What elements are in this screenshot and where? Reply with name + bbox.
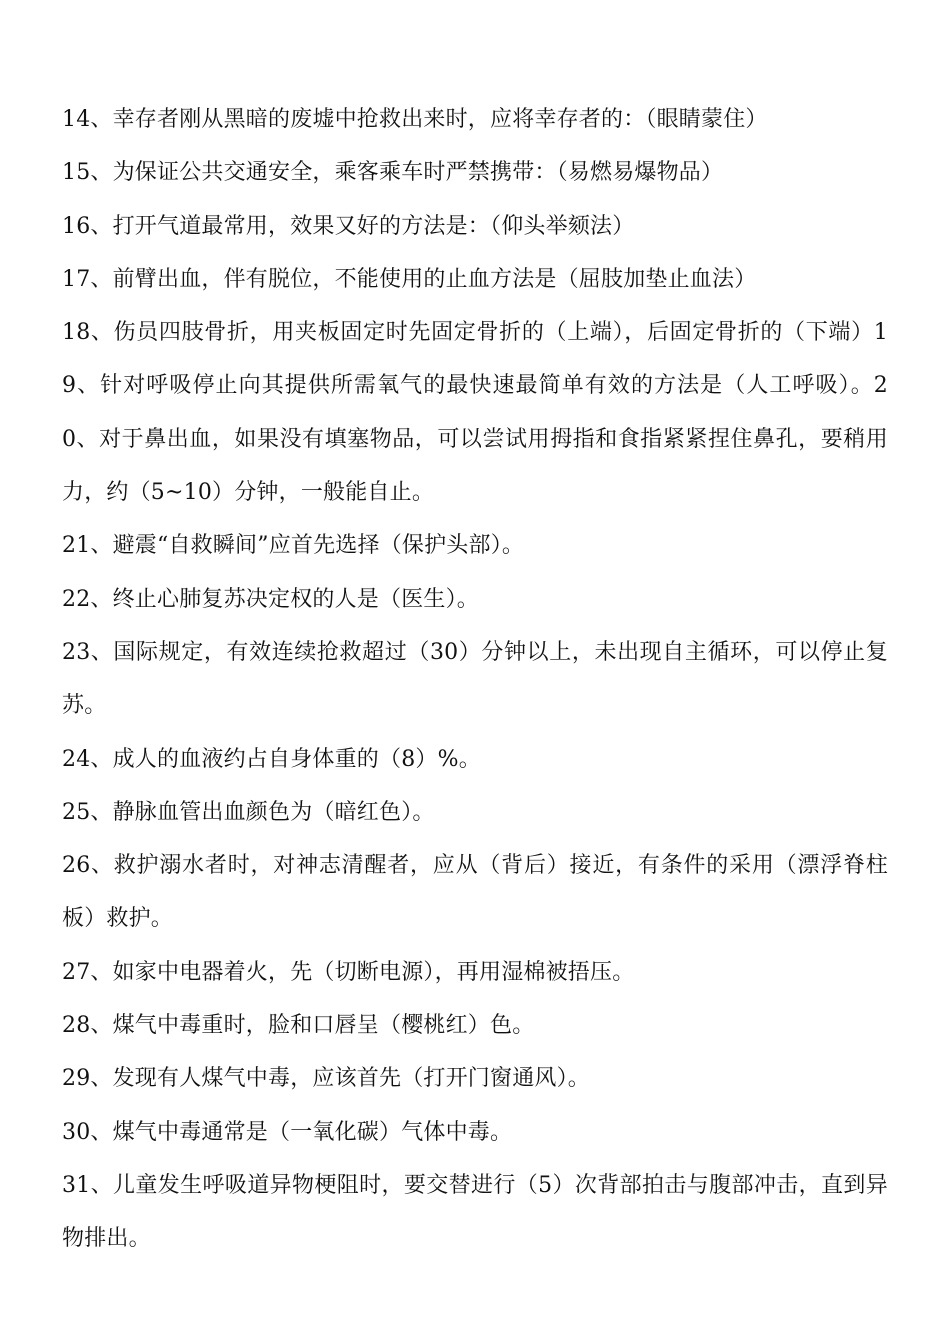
question-21: 21、避震“自救瞬间”应首先选择（保护头部）。 (62, 533, 525, 559)
question-16: 16、打开气道最常用，效果又好的方法是：（仰头举颏法） (62, 213, 635, 239)
question-25: 25、静脉血管出血颜色为（暗红色）。 (62, 799, 435, 825)
question-29: 29、发现有人煤气中毒，应该首先（打开门窗通风）。 (62, 1066, 590, 1092)
question-24: 24、成人的血液约占自身体重的（8）%。 (62, 746, 481, 772)
question-14: 14、幸存者刚从黑暗的废墟中抢救出来时，应将幸存者的：（眼睛蒙住） (62, 107, 768, 132)
question-27: 27、如家中电器着火，先（切断电源），再用湿棉被捂压。 (62, 959, 635, 985)
question-18-20: 18、伤员四肢骨折，用夹板固定时先固定骨折的（上端），后固定骨折的（下端）19、针对呼吸停止向其提供所需氧气的最快速最简单有效的方法是（人工呼吸）。20、对于鼻出血，如果没有填塞物品，可以尝试用拇指和食指紧紧捏住鼻孔，要稍用力，约（5~10）分钟，一般能自止。 (62, 320, 888, 506)
question-22: 22、终止心肺复苏决定权的人是（医生）。 (62, 586, 479, 612)
question-28: 28、煤气中毒重时，脸和口唇呈（樱桃红）色。 (62, 1013, 535, 1039)
question-23: 23、国际规定，有效连续抢救超过（30）分钟以上，未出现自主循环，可以停止复苏。 (62, 639, 888, 719)
question-31: 31、儿童发生呼吸道异物梗阻时，要交替进行（5）次背部拍击与腹部冲击，直到异物排出。 (62, 1172, 888, 1252)
document-body (62, 93, 888, 1266)
question-26: 26、救护溺水者时，对神志清醒者，应从（背后）接近，有条件的采用（漂浮脊柱板）救护。 (62, 853, 888, 932)
question-30: 30、煤气中毒通常是（一氧化碳）气体中毒。 (62, 1119, 513, 1145)
question-15: 15、为保证公共交通安全，乘客乘车时严禁携带：（易燃易爆物品） (62, 160, 724, 186)
question-17: 17、前臂出血，伴有脱位，不能使用的止血方法是（屈肢加垫止血法） (62, 266, 757, 292)
